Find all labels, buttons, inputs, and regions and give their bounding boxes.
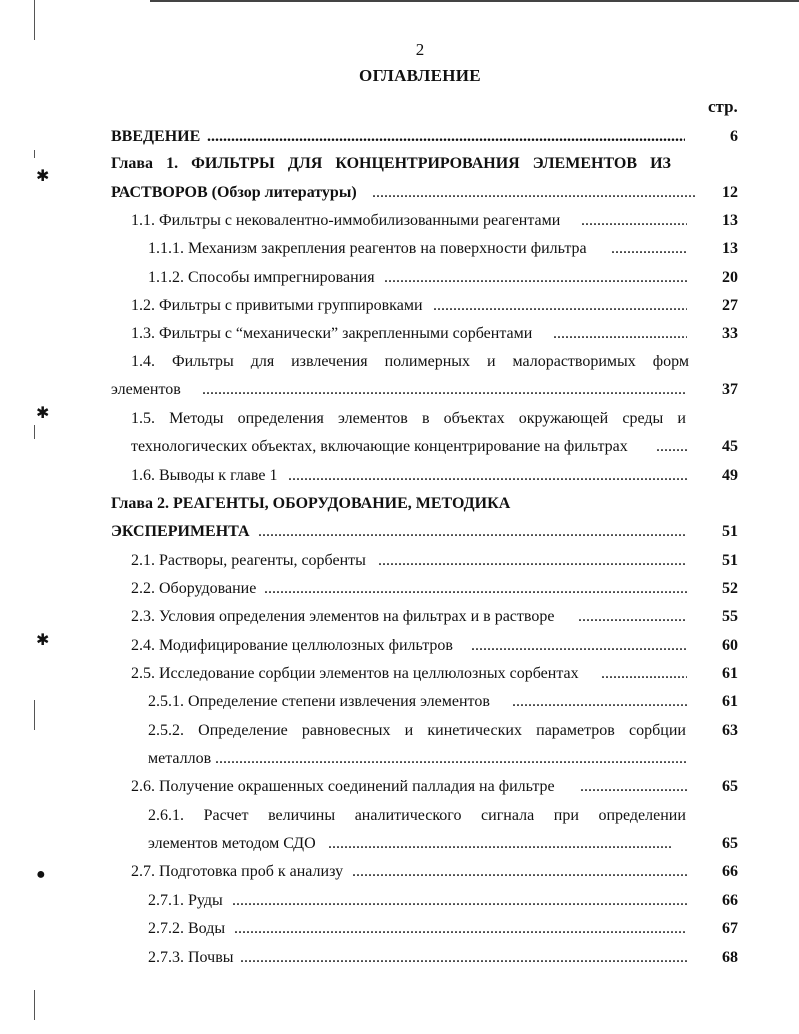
toc-section-2-7-3-page: 68 xyxy=(722,949,738,966)
scan-top-edge xyxy=(150,0,799,2)
toc-section-1-1-2-page: 20 xyxy=(722,269,738,286)
toc-section-2-3: 2.3. Условия определения элементов на фильтрах и в растворе xyxy=(131,608,555,625)
page-number: 2 xyxy=(415,40,425,59)
toc-leader xyxy=(202,376,687,404)
toc-leader xyxy=(553,320,687,348)
toc-section-2-4: 2.4. Модифицирование целлюлозных фильтров xyxy=(131,637,453,654)
toc-leader xyxy=(384,264,687,292)
toc-leader xyxy=(264,575,687,603)
toc-chapter2-page: 51 xyxy=(722,523,738,540)
page-title: ОГЛАВЛЕНИЕ xyxy=(359,66,481,85)
scan-margin-mark xyxy=(34,425,35,439)
toc-section-1-1: 1.1. Фильтры с нековалентно-иммобилизованными реагентами xyxy=(131,212,561,229)
toc-section-2-1-page: 51 xyxy=(722,552,738,569)
toc-section-2-4-page: 60 xyxy=(722,637,738,654)
toc-section-2-6-page: 65 xyxy=(722,778,738,795)
toc-section-1-6-page: 49 xyxy=(722,467,738,484)
toc-section-2-7-2: 2.7.2. Воды xyxy=(148,920,226,937)
toc-leader xyxy=(232,887,687,915)
toc-leader xyxy=(258,518,687,546)
toc-section-1-6: 1.6. Выводы к главе 1 xyxy=(131,467,278,484)
toc-intro-title: ВВЕДЕНИЕ xyxy=(111,128,201,145)
toc-section-1-4-page: 37 xyxy=(722,381,738,398)
toc-section-1-1-1: 1.1.1. Механизм закрепления реагентов на поверхности фильтра xyxy=(148,240,587,257)
toc-section-2-7: 2.7. Подготовка проб к анализу xyxy=(131,863,344,880)
toc-leader xyxy=(512,688,687,716)
toc-section-2-6-1-line1: 2.6.1. Расчет величины аналитического сигнала при определении xyxy=(148,807,686,824)
toc-chapter2-line2: ЭКСПЕРИМЕНТА xyxy=(111,523,250,540)
toc-leader xyxy=(288,462,687,490)
toc-chapter2-line1: Глава 2. РЕАГЕНТЫ, ОБОРУДОВАНИЕ, МЕТОДИКА xyxy=(111,495,511,512)
toc-leader xyxy=(378,547,687,575)
toc-leader xyxy=(578,603,687,631)
toc-section-2-6-1-line2: элементов методом СДО xyxy=(148,835,316,852)
toc-leader xyxy=(372,179,697,207)
toc-section-2-5-2-line2: металлов xyxy=(148,750,212,767)
toc-section-1-3-page: 33 xyxy=(722,325,738,342)
toc-section-1-2: 1.2. Фильтры с привитыми группировками xyxy=(131,297,423,314)
toc-section-1-5-page: 45 xyxy=(722,438,738,455)
toc-section-1-2-page: 27 xyxy=(722,297,738,314)
scan-margin-mark xyxy=(34,150,35,158)
toc-leader xyxy=(601,660,687,688)
toc-section-2-2-page: 52 xyxy=(722,580,738,597)
toc-section-1-5-line1: 1.5. Методы определения элементов в объектах окружающей среды и xyxy=(131,410,686,427)
toc-section-2-5-2-page: 63 xyxy=(722,722,738,739)
punch-hole-mark: ✱ xyxy=(36,405,50,422)
toc-section-2-5-1-page: 61 xyxy=(722,693,738,710)
punch-hole-mark: ✱ xyxy=(36,168,50,185)
toc-section-2-5-page: 61 xyxy=(722,665,738,682)
toc-section-1-1-page: 13 xyxy=(722,212,738,229)
toc-section-1-4-line1: 1.4. Фильтры для извлечения полимерных и малорастворимых форм xyxy=(131,353,689,370)
toc-section-1-5-line2: технологических объектах, включающие концентрирование на фильтрах xyxy=(131,438,628,455)
toc-chapter1-page: 12 xyxy=(722,184,738,201)
toc-section-2-7-page: 66 xyxy=(722,863,738,880)
toc-section-2-1: 2.1. Растворы, реагенты, сорбенты xyxy=(131,552,366,569)
toc-leader xyxy=(611,235,687,263)
toc-section-1-1-1-page: 13 xyxy=(722,240,738,257)
toc-leader xyxy=(656,433,687,461)
toc-section-2-5-1: 2.5.1. Определение степени извлечения элементов xyxy=(148,693,490,710)
toc-section-2-7-1-page: 66 xyxy=(722,892,738,909)
toc-section-2-7-3: 2.7.3. Почвы xyxy=(148,949,234,966)
toc-chapter1-line1: Глава 1. ФИЛЬТРЫ ДЛЯ КОНЦЕНТРИРОВАНИЯ ЭЛЕМЕНТОВ ИЗ xyxy=(111,155,671,172)
toc-section-2-6: 2.6. Получение окрашенных соединений палладия на фильтре xyxy=(131,778,555,795)
punch-hole-mark: ✱ xyxy=(36,632,50,649)
toc-leader xyxy=(471,632,687,660)
toc-leader xyxy=(207,123,685,151)
scan-margin-mark xyxy=(34,700,35,730)
toc-leader xyxy=(352,858,687,886)
toc-intro-page: 6 xyxy=(730,128,738,145)
toc-chapter1-line2: РАСТВОРОВ (Обзор литературы) xyxy=(111,184,357,201)
punch-hole-mark: ● xyxy=(36,866,46,883)
toc-section-2-6-1-page: 65 xyxy=(722,835,738,852)
toc-section-1-3: 1.3. Фильтры с “механически” закрепленными сорбентами xyxy=(131,325,533,342)
toc-leader xyxy=(581,207,687,235)
toc-section-2-5: 2.5. Исследование сорбции элементов на целлюлозных сорбентах xyxy=(131,665,579,682)
toc-section-2-5-2-line1: 2.5.2. Определение равновесных и кинетических параметров сорбции xyxy=(148,722,686,739)
toc-section-2-2: 2.2. Оборудование xyxy=(131,580,257,597)
toc-section-2-3-page: 55 xyxy=(722,608,738,625)
toc-leader xyxy=(240,944,687,972)
toc-section-2-7-2-page: 67 xyxy=(722,920,738,937)
toc-section-1-1-2: 1.1.2. Способы импрегнирования xyxy=(148,269,375,286)
toc-leader xyxy=(580,773,687,801)
scan-margin-mark xyxy=(34,0,35,40)
toc-section-2-7-1: 2.7.1. Руды xyxy=(148,892,223,909)
scan-margin-mark xyxy=(34,990,35,1020)
toc-section-1-4-line2: элементов xyxy=(111,381,181,398)
toc-leader xyxy=(433,292,687,320)
toc-leader xyxy=(234,915,687,943)
page-column-label: стр. xyxy=(708,97,738,116)
toc-leader xyxy=(328,830,671,858)
toc-leader xyxy=(215,745,687,773)
